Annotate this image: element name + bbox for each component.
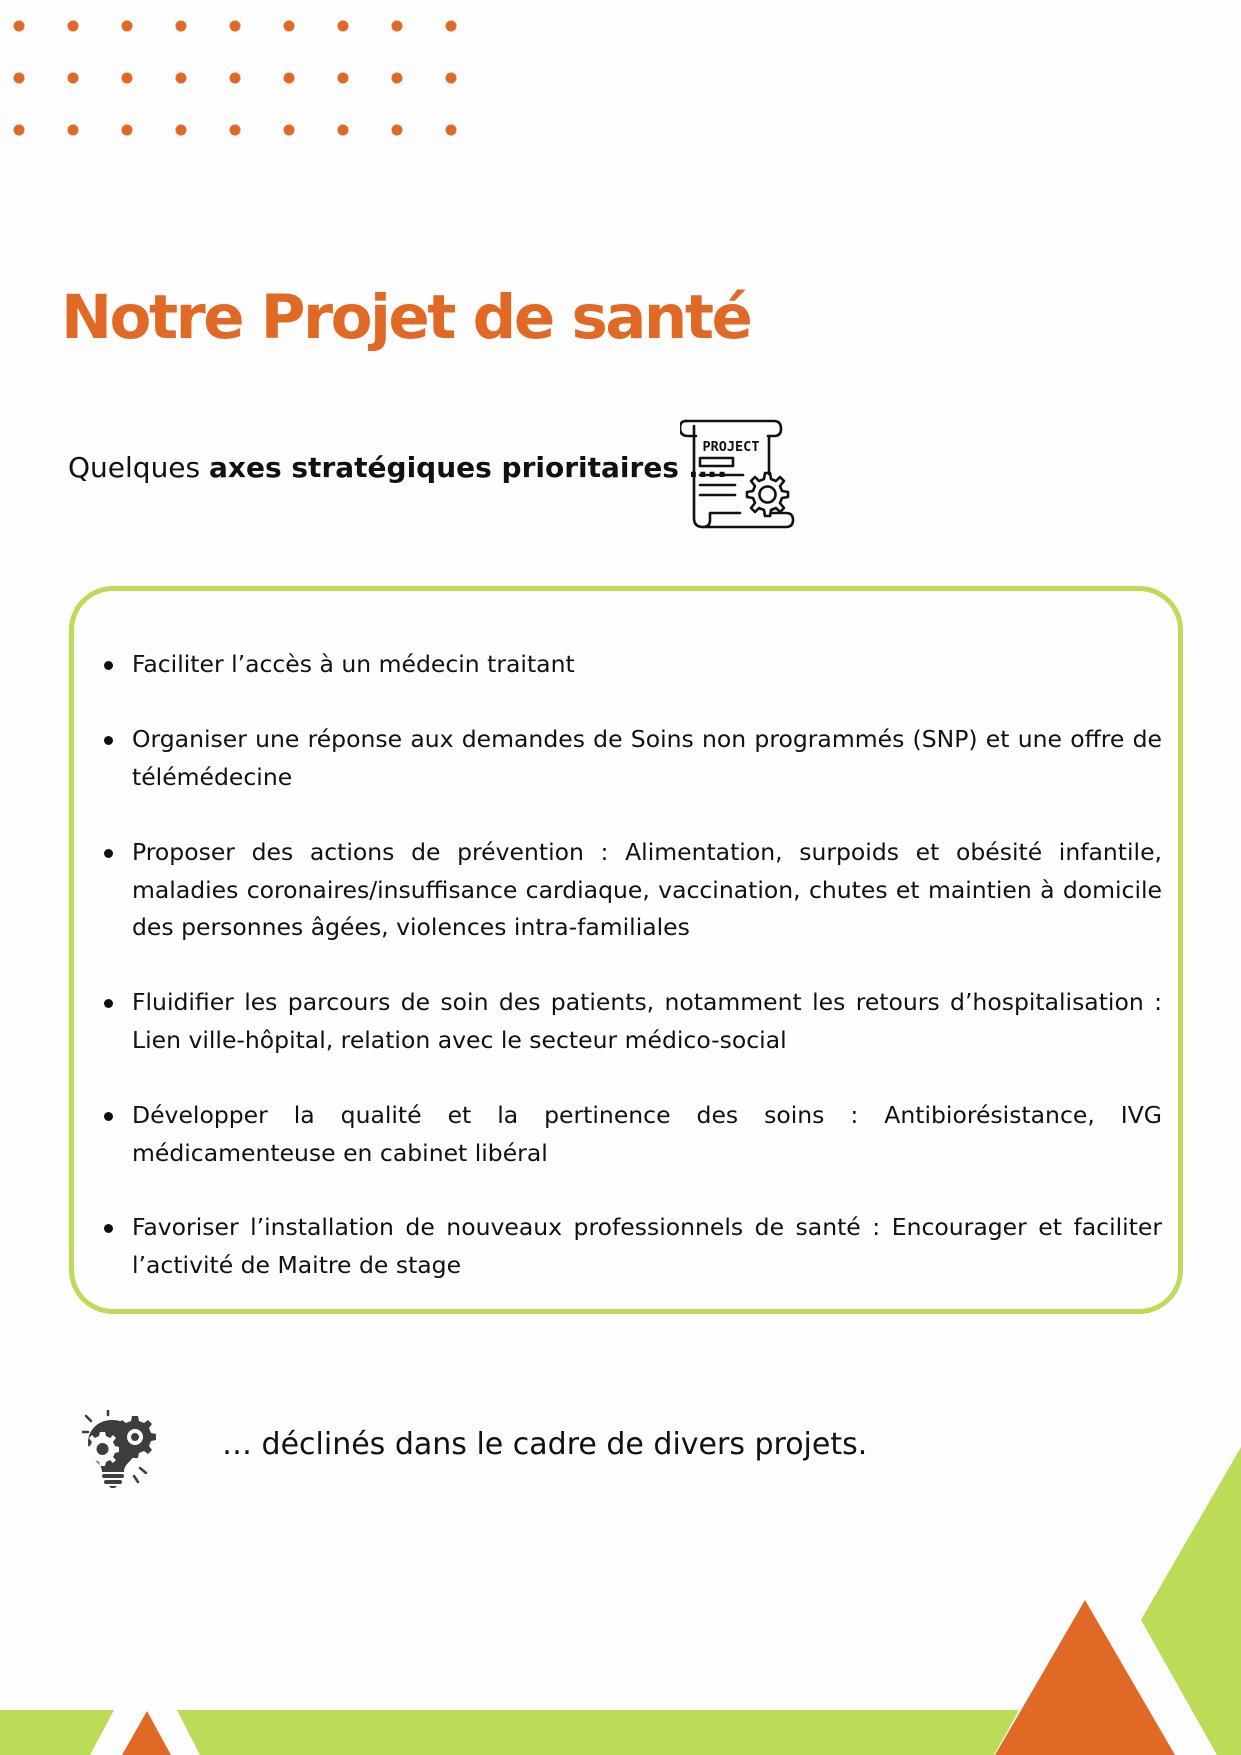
axis-item-1: Faciliter l’accès à un médecin traitant xyxy=(132,646,1162,684)
subtitle xyxy=(68,451,727,484)
project-document-icon xyxy=(680,418,798,530)
subtitle-emphasis: axes stratégiques prioritaires …. xyxy=(209,451,728,484)
project-icon-label: PROJECT xyxy=(702,439,760,455)
subtitle-prefix: Quelques xyxy=(68,451,210,484)
axis-item-3: Proposer des actions de prévention : Alimentation, surpoids et obésité infantile, maladies coronaires/insuffisance cardiaque, vaccination, chutes et maintien à domicile des personnes âgées, violences intra-familiales xyxy=(132,834,1162,947)
axis-item-2: Organiser une réponse aux demandes de Soins non programmés (SNP) et une offre de télémédecine xyxy=(132,721,1162,796)
dot-grid-decoration xyxy=(0,0,470,150)
axis-item-5: Développer la qualité et la pertinence des soins : Antibiorésistance, IVG médicamenteuse en cabinet libéral xyxy=(132,1097,1162,1172)
strategic-axes-card xyxy=(69,586,1183,1314)
page-title: Notre Projet de santé xyxy=(61,282,751,353)
tagline: … déclinés dans le cadre de divers projets. xyxy=(222,1427,868,1462)
axis-item-6: Favoriser l’installation de nouveaux professionnels de santé : Encourager et faciliter l’activité de Maitre de stage xyxy=(132,1209,1162,1284)
axis-item-4: Fluidifier les parcours de soin des patients, notamment les retours d’hospitalisation : Lien ville-hôpital, relation avec le secteur médico-social xyxy=(132,984,1162,1059)
triangles-decoration xyxy=(0,1440,1241,1755)
